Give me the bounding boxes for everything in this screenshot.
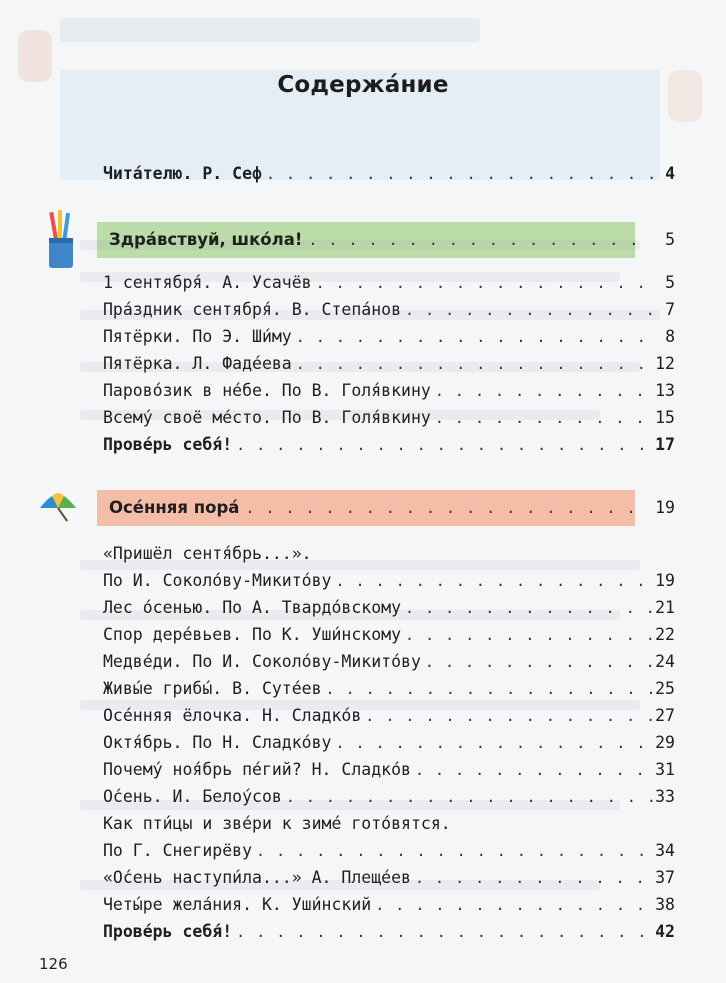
leader-dots [245, 490, 641, 526]
section-title: Осе́нняя пора́ [109, 498, 240, 517]
toc-entry-text: Спор дере́вьев. По К. Уши́нскому [103, 625, 402, 644]
leader-dots [335, 567, 655, 595]
toc-entry[interactable] [103, 864, 675, 892]
leader-dots [435, 377, 655, 405]
leader-dots [425, 648, 655, 676]
leader-dots [236, 431, 655, 459]
toc-entry-page: 34 [655, 841, 675, 860]
toc-entry[interactable] [103, 810, 675, 838]
leader-dots [405, 296, 657, 324]
leader-dots [405, 594, 655, 622]
toc-entry-page: 22 [655, 625, 675, 644]
toc-entry-text: 1 сентября́. А. Усачёв [103, 273, 312, 292]
leader-dots [236, 918, 655, 946]
leader-dots [415, 756, 655, 784]
toc-entry[interactable] [103, 702, 675, 730]
toc-entry-text: Октя́брь. По Н. Сладко́ву [103, 733, 332, 752]
toc-entry-page: 27 [655, 706, 675, 725]
toc-entry-page: 15 [655, 408, 675, 427]
toc-entry[interactable] [103, 783, 675, 811]
pencil-cup-icon [44, 210, 78, 272]
toc-entry-text: Как пти́цы и зве́ри к зиме́ гото́вятся. [103, 814, 451, 833]
toc-entry-text: Живы́е грибы́. В. Суте́ев [103, 679, 322, 698]
toc-entry-page: 17 [655, 435, 675, 454]
leader-dots [296, 350, 655, 378]
toc-entry-text: Прове́рь себя́! [103, 435, 233, 454]
leader-dots [266, 160, 657, 188]
toc-entry[interactable] [103, 837, 675, 865]
toc-entry-text: Медве́ди. По И. Соколо́ву-Микито́ву [103, 652, 421, 671]
toc-entry-page: 13 [655, 381, 675, 400]
page-title: Содержа́ние [277, 72, 449, 98]
toc-entry-text: По Г. Снегирёву [103, 841, 253, 860]
toc-entry-page: 42 [655, 922, 675, 941]
toc-entry-page: 29 [655, 733, 675, 752]
leader-dots [415, 864, 655, 892]
toc-entry-page: 7 [665, 300, 675, 319]
toc-entry[interactable] [103, 729, 675, 757]
toc-entry-page: 38 [655, 895, 675, 914]
leader-dots [405, 621, 655, 649]
toc-entry[interactable] [103, 648, 675, 676]
leader-dots [256, 837, 655, 865]
toc-entry-page: 12 [655, 354, 675, 373]
toc-entry-text: «О́сень наступи́ла...» А. Плеще́ев [103, 868, 411, 887]
leader-dots [335, 729, 655, 757]
toc-entry-text: По И. Соколо́ву-Микито́ву [103, 571, 332, 590]
toc-entry[interactable] [103, 621, 675, 649]
leader-dots [316, 269, 657, 297]
leader-dots [296, 323, 657, 351]
toc-entry-text: Всему́ своё ме́сто. По В. Голя́вкину [103, 408, 431, 427]
leader-dots [435, 404, 655, 432]
toc-entry-page: 31 [655, 760, 675, 779]
toc-entry-page: 25 [655, 679, 675, 698]
toc-entry-page: 21 [655, 598, 675, 617]
toc-entry[interactable] [103, 323, 675, 351]
toc-entry-text: Пра́здник сентября́. В. Степа́нов [103, 300, 402, 319]
toc-entry-page: 4 [665, 164, 675, 183]
toc-entry[interactable] [103, 756, 675, 784]
toc-entry-text: О́сень. И. Белоу́сов [103, 787, 282, 806]
leader-dots [375, 891, 655, 919]
toc-entry[interactable] [103, 377, 675, 405]
toc-entry[interactable] [103, 675, 675, 703]
toc-entry-text: Почему́ ноя́брь пе́гий? Н. Сладко́в [103, 760, 411, 779]
umbrella-icon [36, 486, 80, 530]
toc-entry-page: 5 [665, 273, 675, 292]
toc-entry[interactable] [103, 350, 675, 378]
section-header-autumn[interactable] [103, 490, 641, 526]
toc-entry-page: 8 [665, 327, 675, 346]
leader-dots [286, 783, 655, 811]
section-page: 5 [665, 230, 675, 249]
toc-entry[interactable] [103, 296, 675, 324]
toc-entry[interactable] [103, 269, 675, 297]
toc-entry-self-check[interactable] [103, 918, 675, 946]
toc-entry-page: 19 [655, 571, 675, 590]
toc-entry[interactable] [103, 594, 675, 622]
toc-entry-page: 33 [655, 787, 675, 806]
toc-entry-page: 37 [655, 868, 675, 887]
toc-entry-text: Чита́телю. Р. Сеф [103, 164, 262, 183]
toc-entry-text: Четы́ре жела́ния. К. Уши́нский [103, 895, 372, 914]
toc-entry[interactable] [103, 404, 675, 432]
leader-dots [365, 702, 655, 730]
toc-entry[interactable] [103, 891, 675, 919]
leader-dots [308, 222, 641, 258]
toc-entry-text: Лес о́сенью. По А. Твардо́вскому [103, 598, 402, 617]
section-header-school[interactable] [103, 222, 641, 258]
toc-entry-text: Прове́рь себя́! [103, 922, 233, 941]
toc-entry-text: «Пришёл сентя́брь...». [103, 544, 312, 563]
toc-entry[interactable] [103, 540, 675, 568]
toc-entry-text: Парово́зик в не́бе. По В. Голя́вкину [103, 381, 431, 400]
page-number: 126 [39, 955, 68, 973]
section-title: Здра́вствуй, шко́ла! [109, 230, 303, 249]
toc-entry-page: 24 [655, 652, 675, 671]
toc-entry-text: Пятёрка. Л. Фаде́ева [103, 354, 292, 373]
toc-entry-self-check[interactable] [103, 431, 675, 459]
leader-dots [326, 675, 656, 703]
section-page: 19 [655, 498, 675, 517]
toc-entry-intro[interactable] [103, 160, 675, 188]
toc-entry-text: Пятёрки. По Э. Ши́му [103, 327, 292, 346]
toc-entry-text: Осе́нняя ёлочка. Н. Сладко́в [103, 706, 362, 725]
toc-entry[interactable] [103, 567, 675, 595]
